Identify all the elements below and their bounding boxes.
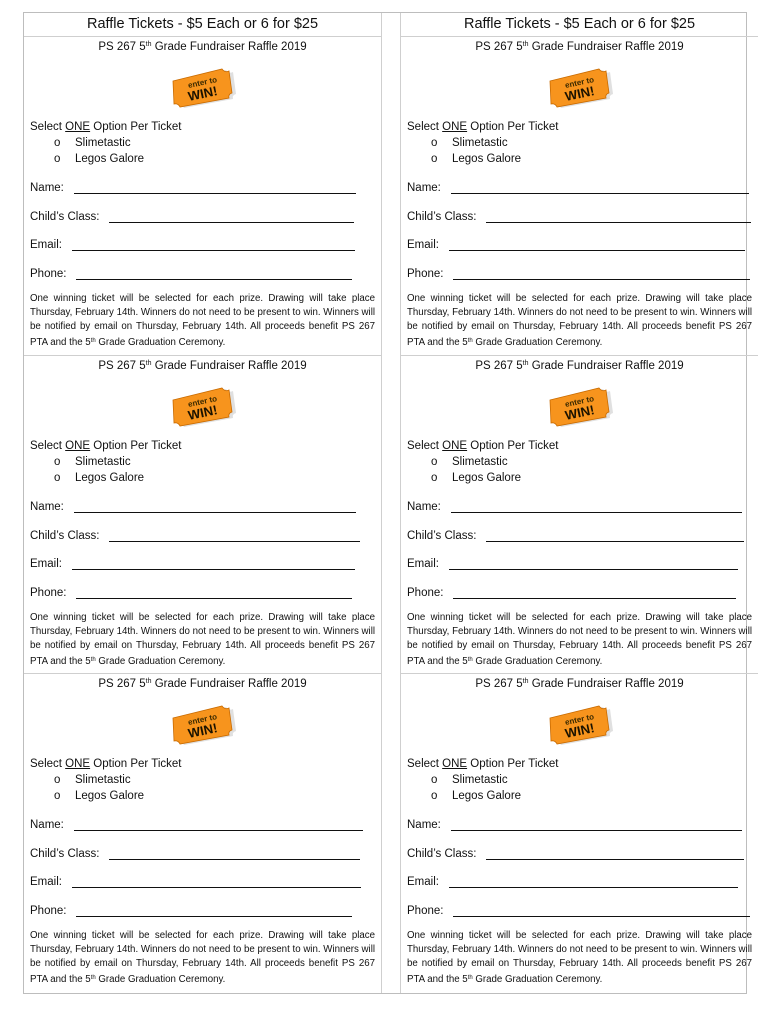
phone-line[interactable] (453, 267, 750, 280)
option-prompt: Select ONE Option Per Ticket (30, 758, 182, 770)
childs-class-line[interactable] (486, 847, 744, 860)
enter-to-win-ticket-icon (547, 384, 613, 428)
option-bullet: o (431, 790, 438, 802)
option-prompt: Select ONE Option Per Ticket (30, 440, 182, 452)
option-list (30, 438, 381, 486)
childs-class-field[interactable]: Child’s Class: (30, 207, 381, 223)
option-bullet: o (54, 153, 61, 165)
phone-line[interactable] (453, 586, 736, 599)
name-field[interactable]: Name: (407, 178, 758, 194)
option-list (407, 438, 758, 486)
enter-to-win-ticket-icon (170, 65, 236, 109)
enter-to-win-ticket-icon (170, 702, 236, 746)
childs-class-line[interactable] (486, 210, 751, 223)
option-bullet: o (431, 774, 438, 786)
childs-class-line[interactable] (486, 529, 744, 542)
option-legos-galore[interactable]: o Legos Galore (54, 472, 145, 484)
email-field[interactable]: Email: (407, 235, 758, 251)
ticket (401, 355, 758, 673)
option-list (30, 119, 381, 167)
ticket (401, 37, 758, 355)
name-line[interactable] (74, 181, 356, 194)
drawing-note: One winning ticket will be selected for each prize. Drawing will take place Thursday, February 14th. Winners do not need to be present to win. Winners will be notified by email on Thursday, February 14th. All proceeds benefit PS 267 PTA and the 5th Grade Graduation Ceremony. (30, 611, 375, 667)
name-line[interactable] (451, 818, 742, 831)
option-slimetastic[interactable]: o Slimetastic (54, 774, 131, 786)
option-bullet: o (54, 790, 61, 802)
option-bullet: o (54, 137, 61, 149)
phone-field[interactable]: Phone: (30, 264, 381, 280)
option-slimetastic[interactable]: o Slimetastic (431, 774, 508, 786)
option-list (407, 756, 758, 804)
email-field[interactable]: Email: (407, 872, 758, 888)
name-field[interactable]: Name: (407, 815, 758, 831)
column-gutter (381, 13, 400, 993)
option-legos-galore[interactable]: o Legos Galore (54, 790, 145, 802)
ticket (24, 37, 381, 355)
drawing-note: One winning ticket will be selected for each prize. Drawing will take place Thursday, February 14th. Winners do not need to be present to win. Winners will be notified by email on Thursday, February 14th. All proceeds benefit PS 267 PTA and the 5th Grade Graduation Ceremony. (407, 292, 752, 348)
option-slimetastic[interactable]: o Slimetastic (431, 137, 508, 149)
enter-to-win-ticket-icon (170, 384, 236, 428)
phone-field[interactable]: Phone: (407, 583, 758, 599)
ticket-subtitle: PS 267 5th Grade Fundraiser Raffle 2019 (475, 41, 684, 53)
childs-class-line[interactable] (109, 210, 354, 223)
email-line[interactable] (449, 238, 745, 251)
name-line[interactable] (451, 500, 742, 513)
option-bullet: o (54, 774, 61, 786)
option-legos-galore[interactable]: o Legos Galore (431, 153, 522, 165)
phone-field[interactable]: Phone: (407, 264, 758, 280)
column-header: Raffle Tickets - $5 Each or 6 for $25 (401, 13, 758, 37)
childs-class-field[interactable]: Child’s Class: (30, 844, 381, 860)
phone-line[interactable] (76, 586, 352, 599)
email-field[interactable]: Email: (30, 235, 381, 251)
email-line[interactable] (72, 238, 355, 251)
email-field[interactable]: Email: (30, 554, 381, 570)
phone-line[interactable] (453, 904, 750, 917)
option-slimetastic[interactable]: o Slimetastic (54, 456, 131, 468)
enter-to-win-ticket-icon (547, 65, 613, 109)
option-bullet: o (54, 456, 61, 468)
option-bullet: o (431, 137, 438, 149)
ticket-subtitle: PS 267 5th Grade Fundraiser Raffle 2019 (475, 360, 684, 372)
ticket-subtitle: PS 267 5th Grade Fundraiser Raffle 2019 (98, 41, 307, 53)
email-line[interactable] (72, 557, 355, 570)
childs-class-line[interactable] (109, 529, 360, 542)
drawing-note: One winning ticket will be selected for each prize. Drawing will take place Thursday, February 14th. Winners do not need to be present to win. Winners will be notified by email on Thursday, February 14th. All proceeds benefit PS 267 PTA and the 5th Grade Graduation Ceremony. (407, 611, 752, 667)
option-legos-galore[interactable]: o Legos Galore (431, 790, 522, 802)
phone-field[interactable]: Phone: (407, 901, 758, 917)
ticket (24, 355, 381, 673)
option-prompt: Select ONE Option Per Ticket (407, 440, 559, 452)
option-list (30, 756, 381, 804)
name-field[interactable]: Name: (30, 178, 381, 194)
drawing-note: One winning ticket will be selected for each prize. Drawing will take place Thursday, February 14th. Winners do not need to be present to win. Winners will be notified by email on Thursday, February 14th. All proceeds benefit PS 267 PTA and the 5th Grade Graduation Ceremony. (30, 929, 375, 985)
option-bullet: o (431, 456, 438, 468)
childs-class-line[interactable] (109, 847, 360, 860)
name-line[interactable] (74, 500, 356, 513)
name-line[interactable] (451, 181, 749, 194)
email-line[interactable] (449, 557, 738, 570)
email-field[interactable]: Email: (407, 554, 758, 570)
ticket-column-right (400, 13, 758, 993)
ticket-subtitle: PS 267 5th Grade Fundraiser Raffle 2019 (98, 678, 307, 690)
childs-class-field[interactable]: Child’s Class: (407, 207, 758, 223)
ticket-subtitle: PS 267 5th Grade Fundraiser Raffle 2019 (475, 678, 684, 690)
childs-class-field[interactable]: Child’s Class: (407, 844, 758, 860)
ticket (401, 673, 758, 991)
raffle-sheet (23, 12, 752, 994)
email-line[interactable] (449, 875, 738, 888)
name-field[interactable]: Name: (30, 497, 381, 513)
option-legos-galore[interactable]: o Legos Galore (431, 472, 522, 484)
enter-to-win-ticket-icon (547, 702, 613, 746)
option-bullet: o (54, 472, 61, 484)
phone-line[interactable] (76, 904, 352, 917)
option-slimetastic[interactable]: o Slimetastic (431, 456, 508, 468)
ticket (24, 673, 381, 991)
ticket-column-left (24, 13, 382, 993)
drawing-note: One winning ticket will be selected for each prize. Drawing will take place Thursday, February 14th. Winners do not need to be present to win. Winners will be notified by email on Thursday, February 14th. All proceeds benefit PS 267 PTA and the 5th Grade Graduation Ceremony. (30, 292, 375, 348)
option-prompt: Select ONE Option Per Ticket (30, 121, 182, 133)
option-bullet: o (431, 472, 438, 484)
phone-line[interactable] (76, 267, 352, 280)
option-legos-galore[interactable]: o Legos Galore (54, 153, 145, 165)
email-line[interactable] (72, 875, 361, 888)
phone-field[interactable]: Phone: (30, 901, 381, 917)
option-slimetastic[interactable]: o Slimetastic (54, 137, 131, 149)
option-bullet: o (431, 153, 438, 165)
column-header: Raffle Tickets - $5 Each or 6 for $25 (24, 13, 381, 37)
drawing-note: One winning ticket will be selected for each prize. Drawing will take place Thursday, February 14th. Winners do not need to be present to win. Winners will be notified by email on Thursday, February 14th. All proceeds benefit PS 267 PTA and the 5th Grade Graduation Ceremony. (407, 929, 752, 985)
option-prompt: Select ONE Option Per Ticket (407, 758, 559, 770)
option-prompt: Select ONE Option Per Ticket (407, 121, 559, 133)
childs-class-field[interactable]: Child’s Class: (407, 526, 758, 542)
phone-field[interactable]: Phone: (30, 583, 381, 599)
childs-class-field[interactable]: Child’s Class: (30, 526, 381, 542)
name-field[interactable]: Name: (407, 497, 758, 513)
option-list (407, 119, 758, 167)
email-field[interactable]: Email: (30, 872, 381, 888)
name-field[interactable]: Name: (30, 815, 381, 831)
name-line[interactable] (74, 818, 363, 831)
ticket-subtitle: PS 267 5th Grade Fundraiser Raffle 2019 (98, 360, 307, 372)
